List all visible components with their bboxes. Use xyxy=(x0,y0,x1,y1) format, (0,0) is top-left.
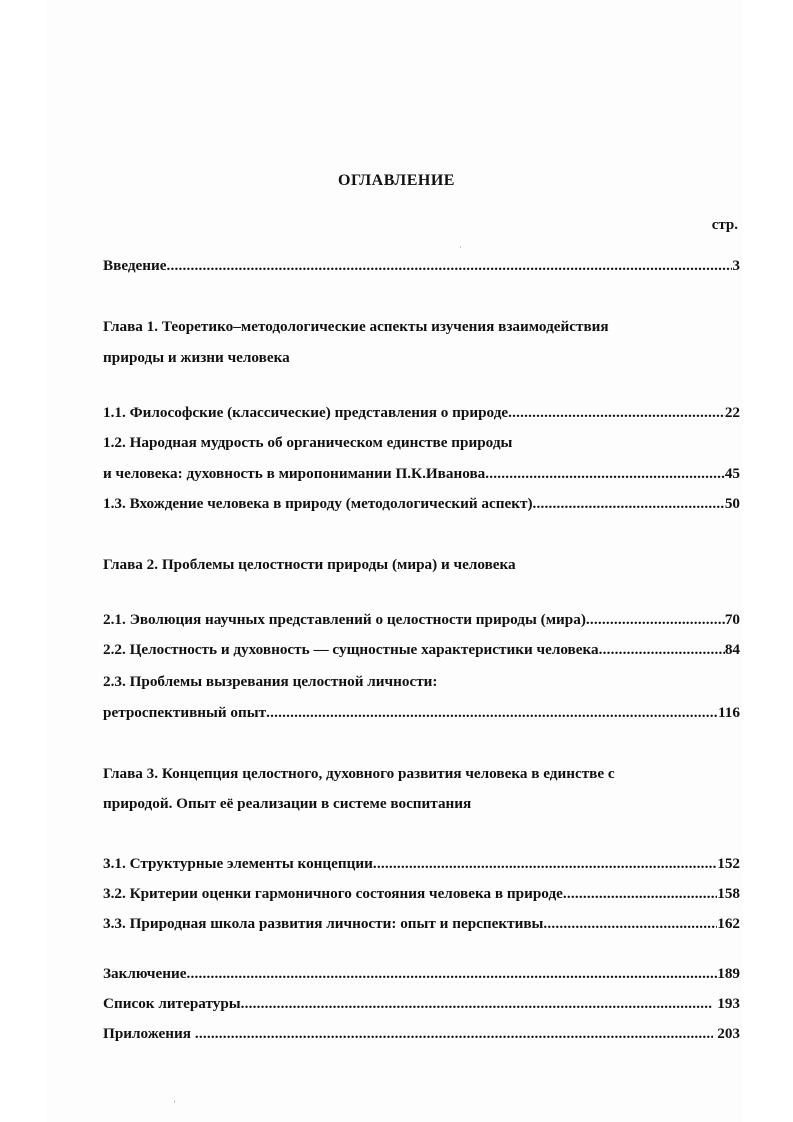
toc-entry-3-1 xyxy=(103,855,740,875)
scan-margin-right xyxy=(743,0,793,1122)
toc-entry-page: 116 xyxy=(718,704,740,721)
toc-entry-1-2 xyxy=(103,465,740,485)
toc-entry-page: 45 xyxy=(724,465,740,482)
dot-leader xyxy=(195,1025,714,1043)
dot-leader xyxy=(563,885,717,903)
toc-entry-text: Список литературы xyxy=(103,995,241,1012)
toc-entry-text: 3.1. Структурные элементы концепции xyxy=(103,855,373,872)
toc-entry-text: 1.3. Вхождение человека в природу (методологический аспект) xyxy=(103,495,533,512)
dot-leader xyxy=(167,257,733,275)
toc-entry-page: 70 xyxy=(724,611,740,628)
dot-leader xyxy=(241,995,714,1013)
toc-entry-1-2-line-1: 1.2. Народная мудрость об органическом единстве природы xyxy=(103,434,513,451)
toc-entry-intro xyxy=(103,257,740,277)
toc-entry-text: Введение xyxy=(103,257,167,274)
toc-entry-text: ретроспективный опыт xyxy=(103,704,267,721)
toc-entry-2-3 xyxy=(103,704,740,724)
toc-entry-references xyxy=(103,995,740,1015)
toc-entry-3-2 xyxy=(103,885,740,905)
toc-entry-text: 2.2. Целостность и духовность — сущностные характеристики человека xyxy=(103,641,599,658)
dot-leader xyxy=(543,915,717,933)
toc-entry-appendices xyxy=(103,1025,740,1045)
toc-entry-1-3 xyxy=(103,495,740,515)
chapter-3-title-line-1: Глава 3. Концепция целостного, духовного развития человека в единстве с xyxy=(103,765,615,782)
chapter-1-title-line-1: Глава 1. Теоретико–методологические аспекты изучения взаимодействия xyxy=(103,318,609,335)
toc-entry-page: 203 xyxy=(713,1025,740,1042)
dot-leader xyxy=(186,965,717,983)
toc-entry-page: 84 xyxy=(724,641,740,658)
toc-entry-2-1 xyxy=(103,611,740,631)
dot-leader xyxy=(485,465,725,483)
toc-entry-page: 189 xyxy=(717,965,740,982)
toc-entry-3-3 xyxy=(103,915,740,935)
toc-entry-text: Приложения xyxy=(103,1025,195,1042)
toc-entry-page: 22 xyxy=(724,404,740,421)
toc-entry-page: 152 xyxy=(717,855,740,872)
dot-leader xyxy=(266,704,718,722)
dot-leader xyxy=(599,641,725,659)
scan-speck xyxy=(460,246,461,248)
dot-leader xyxy=(373,855,717,873)
chapter-3-title-line-2: природой. Опыт её реализации в системе воспитания xyxy=(103,795,472,812)
toc-entry-page: 193 xyxy=(713,995,740,1012)
toc-entry-text: 3.2. Критерии оценки гармоничного состояния человека в природе xyxy=(103,885,563,902)
page-title: ОГЛАВЛЕНИЕ xyxy=(338,172,455,189)
dot-leader xyxy=(508,404,725,422)
toc-entry-text: 1.1. Философские (классические) представления о природе xyxy=(103,404,509,421)
chapter-2-title: Глава 2. Проблемы целостности природы (мира) и человека xyxy=(103,556,516,573)
scan-margin-left xyxy=(0,0,47,1122)
toc-entry-text: 3.3. Природная школа развития личности: опыт и перспективы xyxy=(103,915,544,932)
toc-entry-text: Заключение xyxy=(103,965,187,982)
toc-entry-page: 50 xyxy=(724,495,740,512)
toc-entry-page: 162 xyxy=(717,915,740,932)
chapter-1-title-line-2: природы и жизни человека xyxy=(103,349,290,366)
page-column-label: стр. xyxy=(711,217,738,233)
toc-entry-conclusion xyxy=(103,965,740,985)
toc-entry-page: 3 xyxy=(732,257,740,274)
toc-entry-page: 158 xyxy=(717,885,740,902)
toc-entry-text: и человека: духовность в миропонимании П.К.Иванова xyxy=(103,465,486,482)
toc-entry-text: 2.1. Эволюция научных представлений о целостности природы (мира) xyxy=(103,611,586,628)
scan-speck xyxy=(174,1100,175,1103)
dot-leader xyxy=(533,495,725,513)
toc-entry-2-3-line-1: 2.3. Проблемы вызревания целостной личности: xyxy=(103,673,438,690)
toc-entry-2-2 xyxy=(103,641,740,661)
dot-leader xyxy=(586,611,725,629)
toc-entry-1-1 xyxy=(103,404,740,424)
